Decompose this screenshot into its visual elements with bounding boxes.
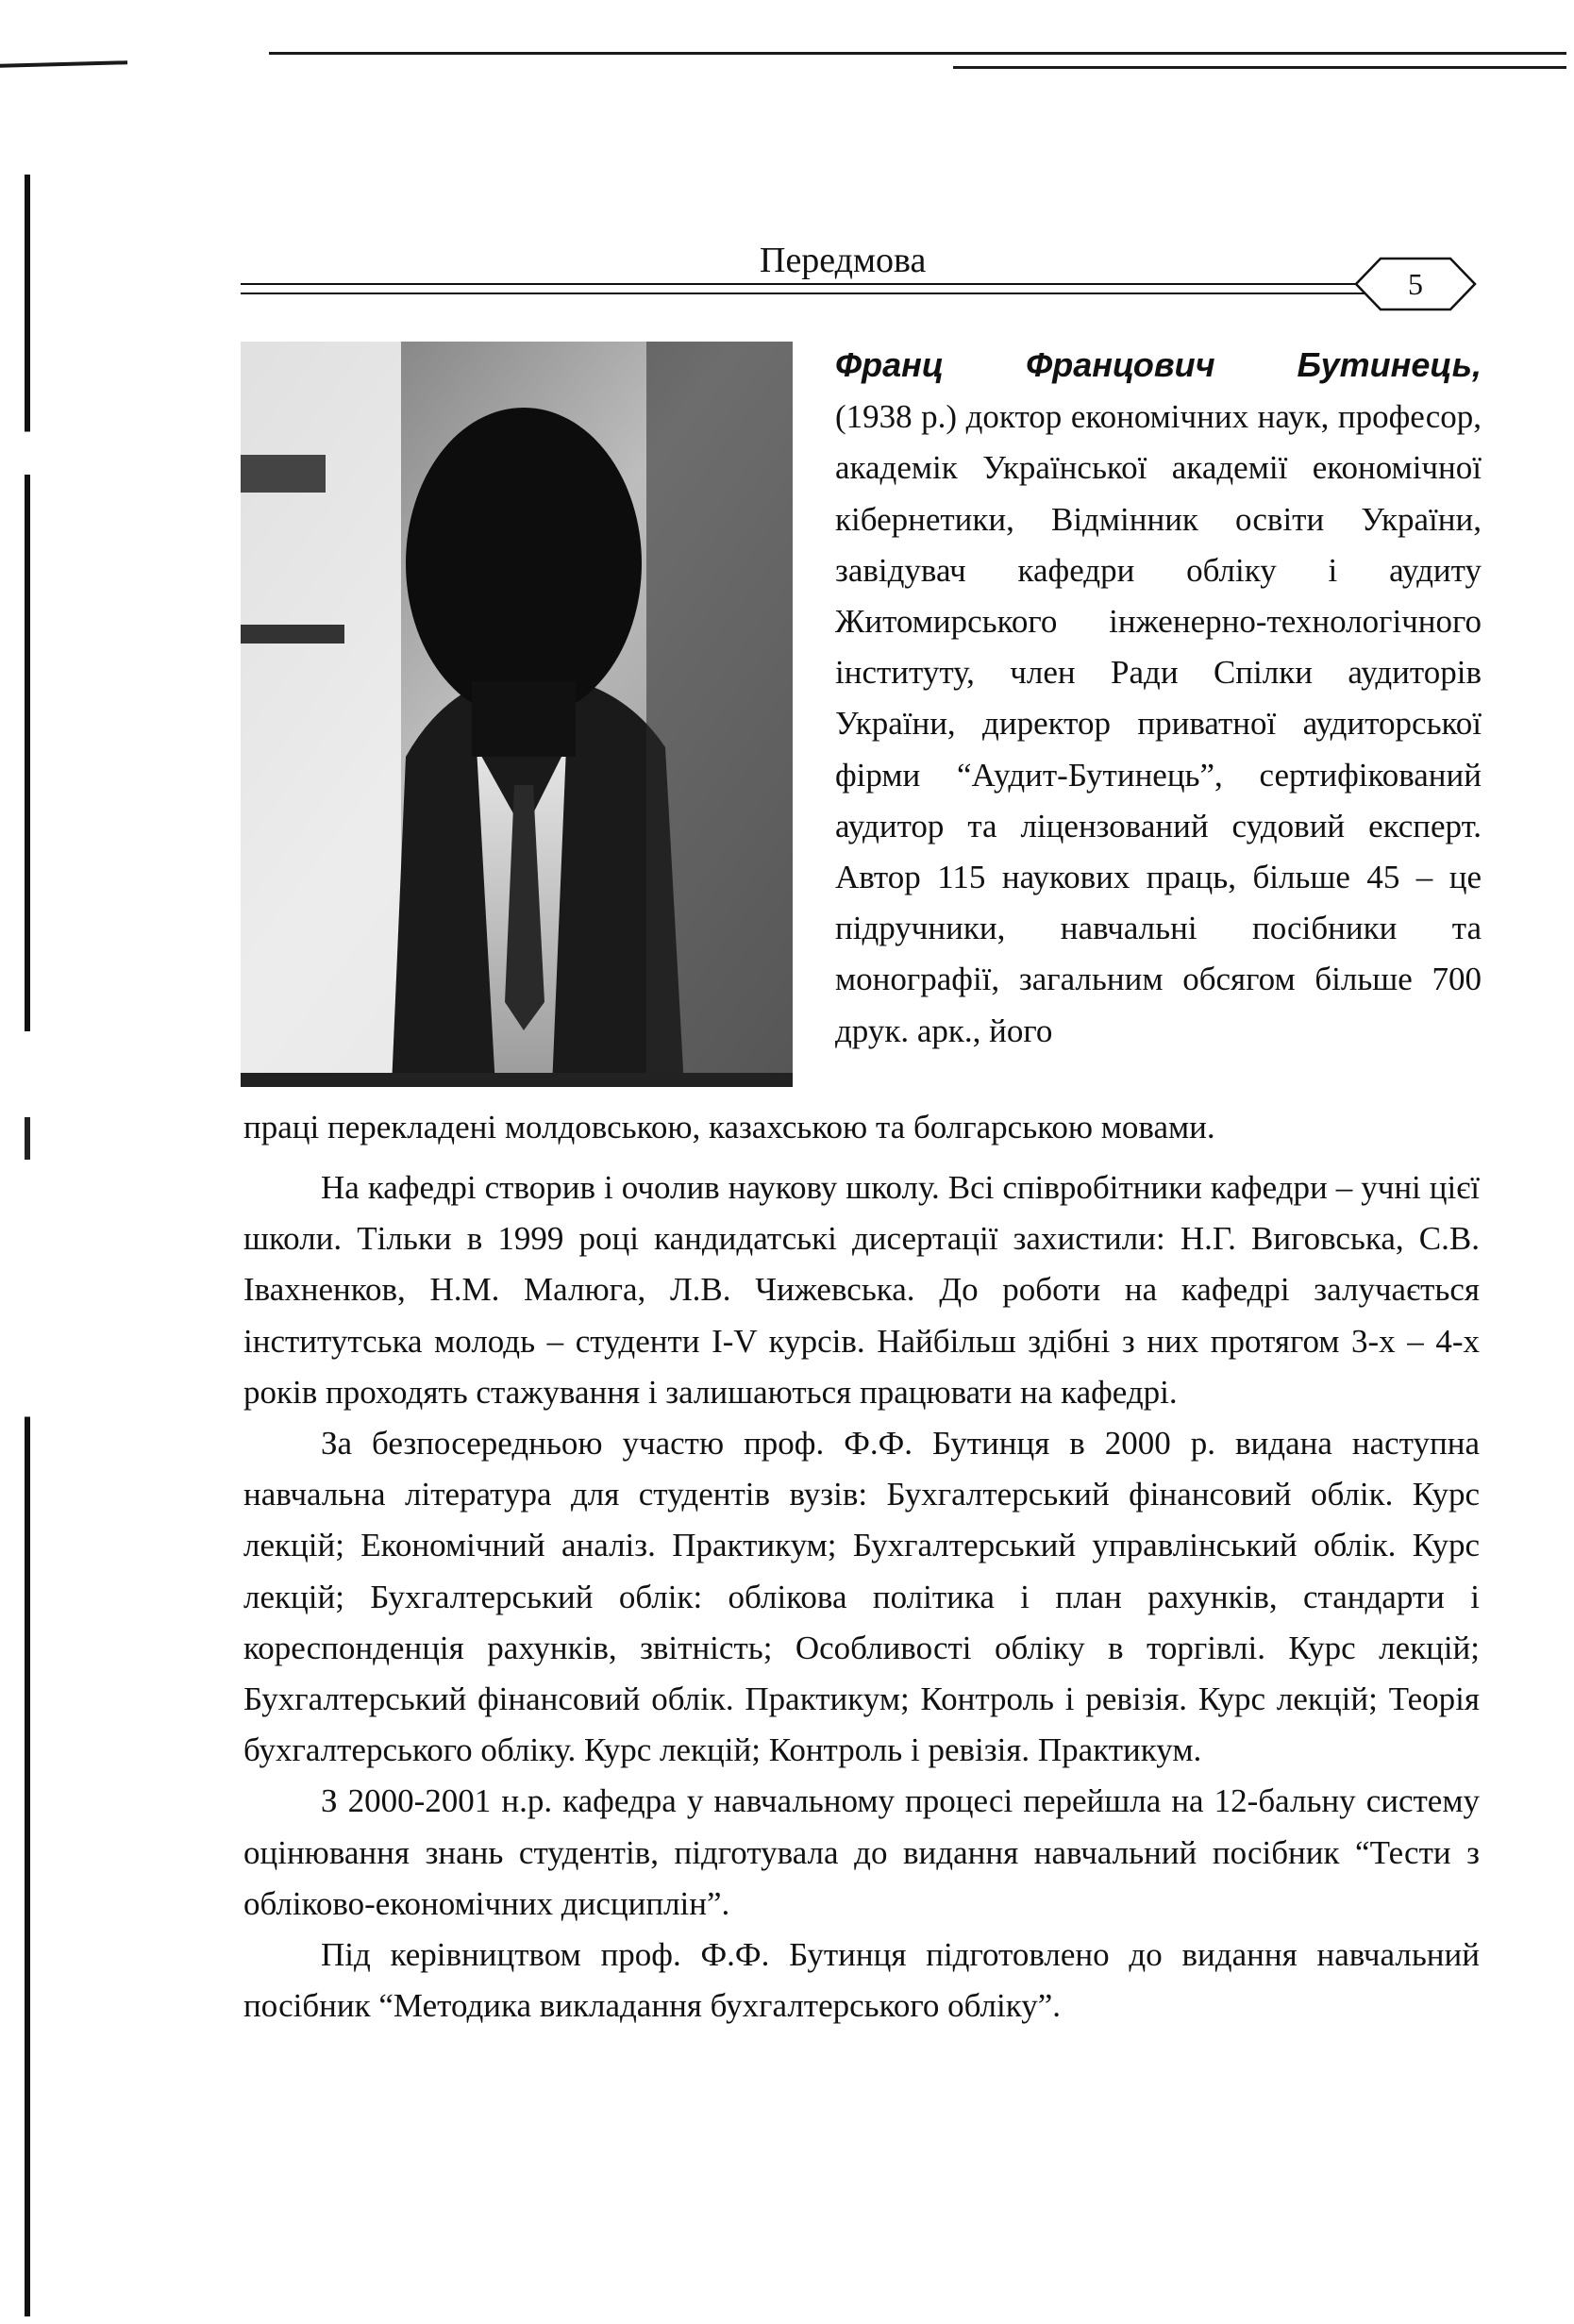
page-number: 5	[1408, 267, 1423, 301]
paragraph: З 2000-2001 н.р. кафедра у навчальному процесі перейшла на 12-бальну систему оцінювання знань студентів, підготувала до видання навчальний посібник “Тести з обліково-економічних дисциплін”.	[243, 1782, 1480, 1922]
paragraph: Під керівництвом проф. Ф.Ф. Бутинця підготовлено до видання навчальний посібник “Методика викладання бухгалтерського обліку”.	[243, 1936, 1480, 2025]
portrait-icon	[241, 342, 793, 1087]
scan-edge-line	[269, 52, 1566, 55]
portrait-photo	[241, 342, 793, 1087]
paragraph: За безпосередньою участю проф. Ф.Ф. Бутинця в 2000 р. видана наступна навчальна література для студентів вузів: Бухгалтерський фінансовий облік. Курс лекцій; Економічний аналіз. Практикум; Бухгалтерський управлінський облік. Курс лекцій; Бухгалтерський облік: облікова політика і план рахунків, стандарти і кореспонденція рахунків, звітність; Особливості обліку в торгівлі. Курс лекцій; Бухгалтерський фінансовий облік. Практикум; Контроль і ревізія. Курс лекцій; Теорія бухгалтерського обліку. Курс лекцій; Контроль і ревізія. Практикум.	[243, 1425, 1480, 1769]
bio-text: (1938 р.) доктор економічних наук, професор, академік Української академії економічної кібернетики, Відмінник освіти України, завідувач кафедри обліку і аудиту Житомирського інженерно-технологічного інституту, член Ради Спілки аудиторів України, директор приватної аудиторської фірми “Аудит-Бутинець”, сертифікований аудитор та ліцензований судовий експерт. Автор 115 наукових праць, більше 45 – це підручники, навчальні посібники та монографії, загальним обсягом більше 700 друк. арк., його	[835, 398, 1482, 1049]
main-text	[243, 1162, 1480, 2031]
header-rule	[241, 293, 1382, 294]
header-rule	[241, 283, 1382, 285]
scan-edge-line	[953, 66, 1566, 69]
bio-continuation: праці перекладені молдовською, казахською та болгарською мовами.	[243, 1109, 1215, 1145]
scan-binding-edge	[25, 175, 30, 2316]
page-number-badge	[1354, 255, 1477, 313]
bio-intro	[835, 340, 1482, 1057]
scan-edge-mark	[0, 60, 127, 68]
paragraph: На кафедрі створив і очолив наукову школу. Всі співробітники кафедри – учні цієї школи. Тільки в 1999 році кандидатські дисертації захистили: Н.Г. Виговська, С.В. Івахненков, Н.М. Малюга, Л.В. Чижевська. До роботи на кафедрі залучається інститутська молодь – студенти І-V курсів. Найбільш здібні з них протягом 3-х – 4-х років проходять стажування і залишаються працювати на кафедрі.	[243, 1169, 1480, 1411]
header-title: Передмова	[760, 241, 927, 280]
running-header	[241, 236, 1472, 307]
bio-name: Франц Францович Бутинець,	[835, 345, 1482, 384]
